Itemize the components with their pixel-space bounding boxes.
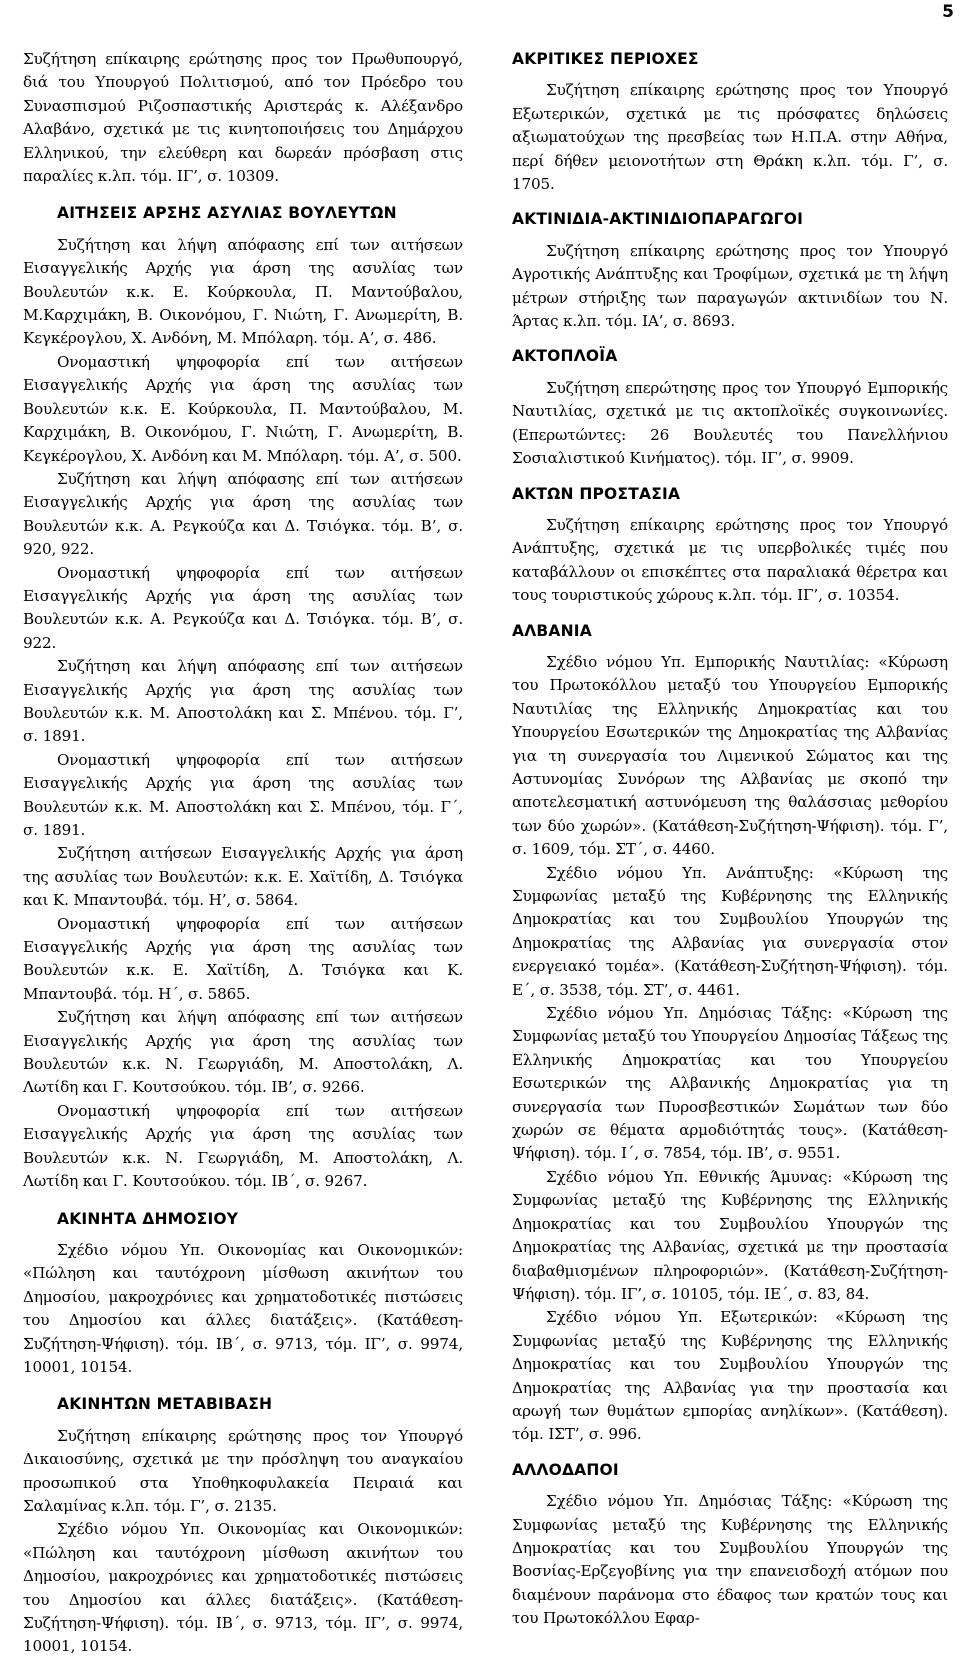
- section-heading: ΑΚΙΝΗΤΩΝ ΜΕΤΑΒΙΒΑΣΗ: [57, 1395, 273, 1414]
- index-entry: Συζήτηση και λήψη απόφασης επί των αιτήσεων Εισαγγελικής Αρχής για άρση της ασυλίας των Βουλευτών κ.κ. Μ. Αποστολάκη και Σ. Μπένου. τόμ. Γ’, σ. 1891.: [23, 657, 463, 746]
- section-heading: ΑΛΒΑΝΙΑ: [512, 621, 592, 640]
- index-entry: Ονομαστική ψηφοφορία επί των αιτήσεων Εισαγγελικής Αρχής για άρση της ασυλίας των Βουλευτών κ.κ. Μ. Αποστολάκη και Σ. Μπένου, τόμ. Γ΄, σ. 1891.: [23, 750, 463, 839]
- section-heading: ΑΚΙΝΗΤΑ ΔΗΜΟΣΙΟΥ: [57, 1209, 239, 1228]
- index-entry: Σχέδιο νόμου Υπ. Ανάπτυξης: «Κύρωση της Συμφωνίας μεταξύ της Κυβέρνησης της Ελληνικής Δημοκρατίας και του Συμβουλίου Υπουργών της Δημοκρατίας της Αλβανίας για συνεργασία στον ενεργειακό τομέα». (Κατάθεση-Συζήτηση-Ψήφιση). τόμ. Ε΄, σ. 3538, τόμ. ΣΤ’, σ. 4461.: [512, 863, 948, 999]
- index-entry: Ονομαστική ψηφοφορία επί των αιτήσεων Εισαγγελικής Αρχής για άρση της ασυλίας των Βουλευτών κ.κ. Ε. Χαϊτίδη, Δ. Τσιόγκα και Κ. Μπαντουβά. τόμ. Η΄, σ. 5865.: [23, 914, 463, 1003]
- left-column: [23, 48, 463, 1659]
- index-entry: Συζήτηση επίκαιρης ερώτησης προς τον Υπουργό Αγροτικής Ανάπτυξης και Τροφίμων, σχετικά με τη λήψη μέτρων στήριξης των παραγωγών ακτινιδίων του Ν. Άρτας κ.λπ. τόμ. ΙΑ’, σ. 8693.: [512, 241, 948, 331]
- section-heading: ΑΙΤΗΣΕΙΣ ΑΡΣΗΣ ΑΣΥΛΙΑΣ ΒΟΥΛΕΥΤΩΝ: [57, 204, 397, 223]
- index-entry: Σχέδιο νόμου Υπ. Δημόσιας Τάξης: «Κύρωση της Συμφωνίας μεταξύ της Κυβέρνησης της Ελληνικής Δημοκρατίας και του Συμβουλίου Υπουργών της Βοσνίας-Ερζεγοβίνης για την επανεισδοχή ατόμων που διαμένουν παράνομα στο έδαφος των κρατών τους και του Πρωτοκόλλου Εφαρ-: [512, 1492, 948, 1628]
- section-heading: ΑΚΡΙΤΙΚΕΣ ΠΕΡΙΟΧΕΣ: [512, 50, 699, 68]
- section-heading: ΑΚΤΟΠΛΟΪΑ: [512, 347, 618, 366]
- section-heading: ΑΛΛΟΔΑΠΟΙ: [512, 1460, 619, 1479]
- index-entry: Συζήτηση και λήψη απόφασης επί των αιτήσεων Εισαγγελικής Αρχής για άρση της ασυλίας των Βουλευτών κ.κ. Ν. Γεωργιάδη, Μ. Αποστολάκη, Λ. Λωτίδη και Γ. Κουτσούκου. τόμ. ΙΒ’, σ. 9266.: [23, 1008, 463, 1097]
- index-entry: Ονομαστική ψηφοφορία επί των αιτήσεων Εισαγγελικής Αρχής για άρση της ασυλίας των Βουλευτών κ.κ. Ε. Κούρκουλα, Π. Μαντούβαλου, Μ. Καρχιμάκη, Β. Οικονόμου, Γ. Νιώτη, Γ. Ανωμερίτη, Β. Κεγκέρογλου, Χ. Ανδόνη και Μ. Μπόλαρη. τόμ. Α’, σ. 500.: [23, 352, 463, 465]
- index-entry: Σχέδιο νόμου Υπ. Εμπορικής Ναυτιλίας: «Κύρωση του Πρωτοκόλλου μεταξύ του Υπουργείου Εμπορικής Ναυτιλίας της Ελληνικής Δημοκρατίας και του Υπουργείου Εσωτερικών της Δημοκρατίας της Αλβανίας για τη συνεργασία του Λιμενικού Σώματος και της Αστυνομίας Συνόρων της Αλβανίας με σκοπό την αποτελεσματική αστυνόμευση της θαλάσσιας μεθορίου των δύο χωρών». (Κατάθεση-Συζήτηση-Ψήφιση). τόμ. Γ’, σ. 1609, τόμ. ΣΤ΄, σ. 4460.: [512, 652, 948, 859]
- index-entry: Σχέδιο νόμου Υπ. Οικονομίας και Οικονομικών: «Πώληση και ταυτόχρονη μίσθωση ακινήτων του Δημοσίου, μακροχρόνιες και χρηματοδοτικές πιστώσεις του Δημοσίου και άλλες διατάξεις». (Κατάθεση-Συζήτηση-Ψήφιση). τόμ. ΙΒ΄, σ. 9713, τόμ. ΙΓ’, σ. 9974, 10001, 10154.: [23, 1520, 463, 1656]
- section-heading: ΑΚΤΙΝΙΔΙΑ-ΑΚΤΙΝΙΔΙΟΠΑΡΑΓΩΓΟΙ: [512, 210, 804, 229]
- index-entry: Σχέδιο νόμου Υπ. Εθνικής Άμυνας: «Κύρωση της Συμφωνίας μεταξύ της Κυβέρνησης της Ελληνικής Δημοκρατίας και του Συμβουλίου Υπουργών της Δημοκρατίας της Αλβανίας, σχετικά με την προστασία διαβαθμισμένων πληροφοριών». (Κατάθεση-Συζήτηση-Ψήφιση). τόμ. ΙΓ’, σ. 10105, τόμ. ΙΕ΄, σ. 83, 84.: [512, 1167, 948, 1303]
- index-entry: Συζήτηση αιτήσεων Εισαγγελικής Αρχής για άρση της ασυλίας των Βουλευτών: κ.κ. Ε. Χαϊτίδη, Δ. Τσιόγκα και Κ. Μπαντουβά. τόμ. Η’, σ. 5864.: [23, 844, 463, 910]
- index-entry: Συζήτηση επίκαιρης ερώτησης προς τον Υπουργό Ανάπτυξης, σχετικά με τις υπερβολικές τιμές που καταβάλλουν οι επισκέπτες στα παραλιακά θέρετρα και τους τουριστικούς χώρους κ.λπ. τόμ. ΙΓ’, σ. 10354.: [512, 515, 948, 605]
- index-entry: Ονομαστική ψηφοφορία επί των αιτήσεων Εισαγγελικής Αρχής για άρση της ασυλίας των Βουλευτών κ.κ. Α. Ρεγκούζα και Δ. Τσιόγκα. τόμ. Β’, σ. 922.: [23, 563, 463, 652]
- page-number: 5: [942, 2, 954, 22]
- right-column: [512, 48, 948, 1631]
- index-entry: Συζήτηση και λήψη απόφασης επί των αιτήσεων Εισαγγελικής Αρχής για άρση της ασυλίας των Βουλευτών κ.κ. Ε. Κούρκουλα, Π. Μαντούβαλου, Μ.Καρχιμάκη, Β. Οικονόμου, Γ. Νιώτη, Γ. Ανωμερίτη, Β. Κεγκέρογλου, Χ. Ανδόνη, Μ. Μπόλαρη. τόμ. Α’, σ. 486.: [23, 235, 463, 348]
- index-entry: Συζήτηση επίκαιρης ερώτησης προς τον Υπουργό Εξωτερικών, σχετικά με τις πρόσφατες δηλώσεις αξιωματούχων της πρεσβείας των Η.Π.Α. στην Αθήνα, περί δήθεν μειονοτήτων στη Θράκη κ.λπ. τόμ. Γ’, σ. 1705.: [512, 81, 948, 194]
- index-entry: Σχέδιο νόμου Υπ. Οικονομίας και Οικονομικών: «Πώληση και ταυτόχρονη μίσθωση ακινήτων του Δημοσίου, μακροχρόνιες και χρηματοδοτικές πιστώσεις του Δημοσίου και άλλες διατάξεις». (Κατάθεση-Συζήτηση-Ψήφιση). τόμ. ΙΒ΄, σ. 9713, τόμ. ΙΓ’, σ. 9974, 10001, 10154.: [23, 1240, 463, 1376]
- index-entry: Σχέδιο νόμου Υπ. Εξωτερικών: «Κύρωση της Συμφωνίας μεταξύ της Κυβέρνησης της Ελληνικής Δημοκρατίας και του Συμβουλίου Υπουργών της Δημοκρατίας της Αλβανίας για την προστασία και αρωγή των θυμάτων εμπορίας ανηλίκων». (Κατάθεση). τόμ. ΙΣΤ’, σ. 996.: [512, 1308, 948, 1444]
- section-heading: ΑΚΤΩΝ ΠΡΟΣΤΑΣΙΑ: [512, 484, 681, 503]
- index-entry: Ονομαστική ψηφοφορία επί των αιτήσεων Εισαγγελικής Αρχής για άρση της ασυλίας των Βουλευτών κ.κ. Ν. Γεωργιάδη, Μ. Αποστολάκη, Λ. Λωτίδη και Γ. Κουτσούκου. τόμ. ΙΒ΄, σ. 9267.: [23, 1101, 463, 1191]
- index-entry: Συζήτηση επίκαιρης ερώτησης προς τον Υπουργό Δικαιοσύνης, σχετικά με την πρόσληψη του αναγκαίου προσωπικού στα Υποθηκοφυλακεία Πειραιά και Σαλαμίνας κ.λπ. τόμ. Γ’, σ. 2135.: [23, 1426, 463, 1515]
- index-entry: Συζήτηση και λήψη απόφασης επί των αιτήσεων Εισαγγελικής Αρχής για άρση της ασυλίας των Βουλευτών κ.κ. Α. Ρεγκούζα και Δ. Τσιόγκα. τόμ. Β’, σ. 920, 922.: [23, 469, 463, 559]
- index-entry: Σχέδιο νόμου Υπ. Δημόσιας Τάξης: «Κύρωση της Συμφωνίας μεταξύ του Υπουργείου Δημοσίας Τάξεως της Ελληνικής Δημοκρατίας και του Υπουργείου Εσωτερικών της Αλβανικής Δημοκρατίας για τη συνεργασία των Πυροσβεστικών Σωμάτων των δύο χωρών σε θέματα αρμοδιότητάς τους». (Κατάθεση-Ψήφιση). τόμ. Ι΄, σ. 7854, τόμ. ΙΒ’, σ. 9551.: [512, 1004, 948, 1163]
- index-entry: Συζήτηση επερώτησης προς τον Υπουργό Εμπορικής Ναυτιλίας, σχετικά με τις ακτοπλοϊκές συγκοινωνίες. (Επερωτώντες: 26 Βουλευτές του Πανελλήνιου Σοσιαλιστικού Κινήματος). τόμ. ΙΓ’, σ. 9909.: [512, 378, 948, 468]
- index-entry: Συζήτηση επίκαιρης ερώτησης προς τον Πρωθυπουργό, διά του Υπουργού Πολιτισμού, από τον Πρόεδρο του Συνασπισμού Ριζοσπαστικής Αριστεράς κ. Αλέξανδρο Αλαβάνο, σχετικά με τις κινητοποιήσεις του Δημάρχου Ελληνικού, την ελεύθερη και δωρεάν πρόσβαση στις παραλίες κ.λπ. τόμ. ΙΓ’, σ. 10309.: [23, 50, 463, 186]
